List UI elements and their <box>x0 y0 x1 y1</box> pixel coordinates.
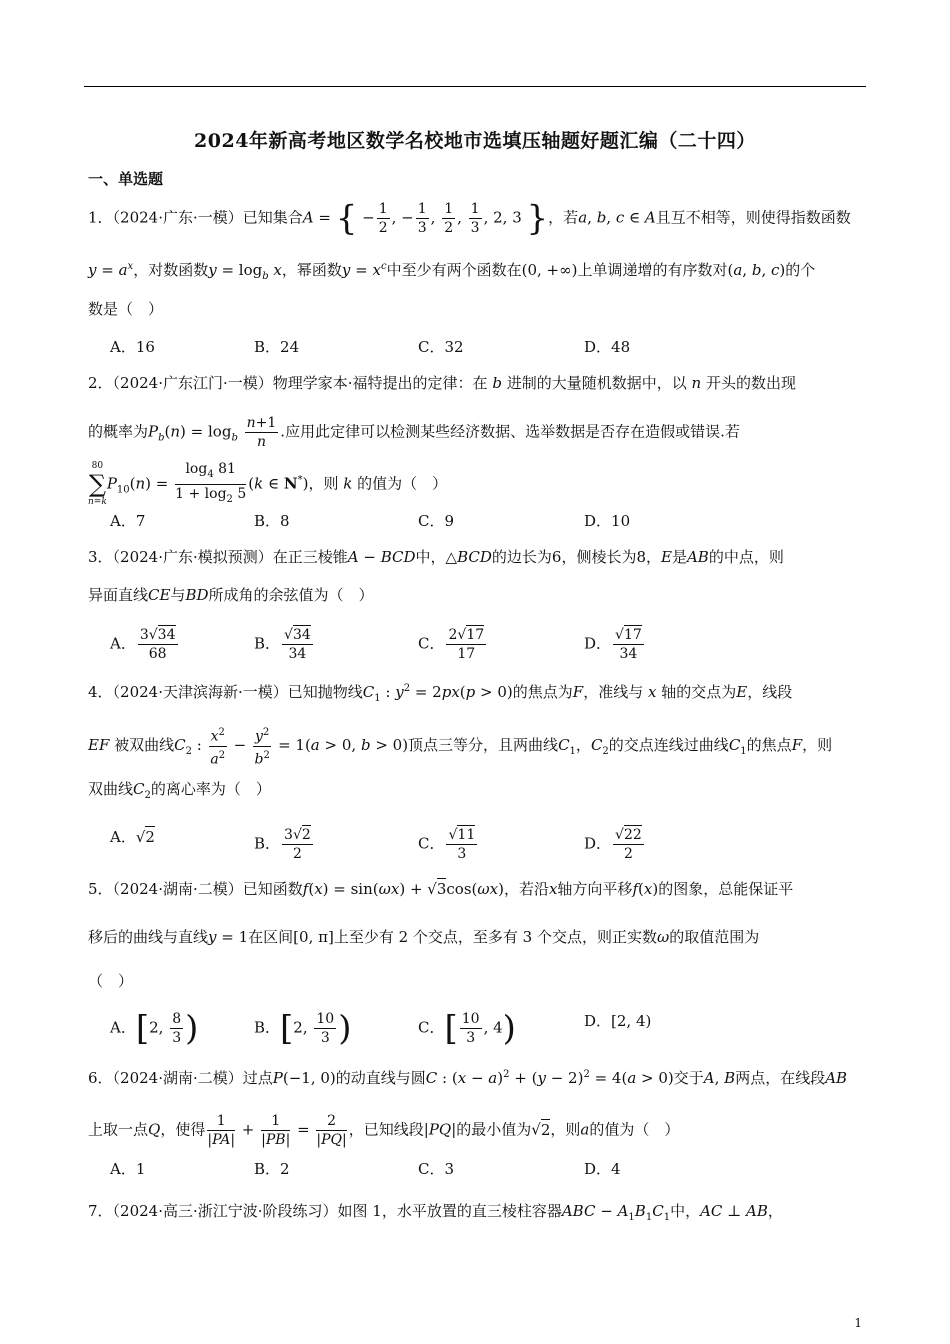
q5-option-d[interactable]: D．[2, 4) <box>584 1012 652 1030</box>
q2-option-a[interactable]: A．7 <box>110 512 146 530</box>
q4-line3: 双曲线$C_2$的离心率为（ ） <box>88 780 271 801</box>
q1-line3: 数是（ ） <box>88 300 164 318</box>
q4-option-a[interactable]: A．√2 <box>110 828 155 846</box>
q3-line2: 异面直线CE与BD所成角的余弦值为（ ） <box>88 586 374 604</box>
section-heading: 一、单选题 <box>88 170 164 188</box>
q3-line1: 3．（2024·广东·模拟预测）在正三棱锥A − BCD中，△BCD的边长为6，侧棱长为8，E是AB的中点，则 <box>88 548 784 566</box>
q1-option-a[interactable]: A．16 <box>110 338 155 356</box>
q1-option-d[interactable]: D．48 <box>584 338 631 356</box>
q3-option-a[interactable]: A． $\frac{3√34}{68}$ <box>110 627 176 662</box>
q2-line3: 80 ∑ n=k $P_{10}(n)$ = $\frac{\log_4 81}{1 + \log_2 5}$ (k ∈ N*)，则 k 的值为（ ） <box>88 461 448 508</box>
q5-line3: （ ） <box>88 972 134 990</box>
q1-line2: $y = a^x$，对数函数$y = \log_b x$，幂函数$y = x^c$中至少有两个函数在(0, +∞)上单调递增的有序数对(a, b, c)的个 <box>88 261 816 282</box>
q6-option-d[interactable]: D．4 <box>584 1160 621 1178</box>
q4-line1: 4．（2024·天津滨海新·一模）已知抛物线$C_1$ : $y^2 = 2px(p > 0)$的焦点为F，准线与 x 轴的交点为E，线段 <box>88 683 793 704</box>
q4-option-d[interactable]: D． $\frac{√22}{2}$ <box>584 827 642 862</box>
q1-option-c[interactable]: C．32 <box>418 338 464 356</box>
q2-line2: 的概率为$P_b(n) = \log_b$ $\frac{n+1}{n}$ .应用此定律可以检测某些经济数据、选举数据是否存在造假或错误.若 <box>88 415 740 450</box>
q1-option-b[interactable]: B．24 <box>254 338 300 356</box>
q6-line2: 上取一点Q，使得 $\frac{1}{|PA|}$ + $\frac{1}{|PB|}$ = $\frac{2}{|PQ|}$ ，已知线段|PQ|的最小值为√2，则a的值为（ ） <box>88 1113 680 1148</box>
page-number: 1 <box>854 1316 862 1330</box>
top-rule <box>84 86 866 87</box>
q6-line1: 6．（2024·湖南·二模）过点P(−1, 0)的动直线与圆C : $(x - a)^2 + (y - 2)^2 = 4(a > 0)$交于A, B两点，在线段AB <box>88 1069 848 1087</box>
q6-option-c[interactable]: C．3 <box>418 1160 455 1178</box>
q5-option-a[interactable]: A．[2, $\frac{8}{3}$ ) <box>110 1008 199 1049</box>
q3-option-c[interactable]: C． $\frac{2√17}{17}$ <box>418 627 485 662</box>
q5-option-b[interactable]: B．[2, $\frac{10}{3}$ ) <box>254 1008 352 1049</box>
q1-line1: 1．（2024·广东·一模）已知集合A = { − $\frac{1}{2}$ , − $\frac{1}{3}$ , $\frac{1}{2}$ , $\frac{1}{3}$ , 2, 3 }，若a, b, c ∈ A且互不相等，则使得指数函数 <box>88 198 851 239</box>
q7-line1: 7．（2024·高三·浙江宁波·阶段练习）如图 1，水平放置的直三棱柱容器ABC − $A_1B_1C_1$中，AC ⊥ AB， <box>88 1202 783 1223</box>
q5-line2: 移后的曲线与直线y = 1在区间[0, π]上至少有 2 个交点，至多有 3 个交点，则正实数ω的取值范围为 <box>88 928 760 946</box>
q2-option-c[interactable]: C．9 <box>418 512 455 530</box>
q5-line1: 5．（2024·湖南·二模）已知函数f(x) = sin(ωx) + √3cos(ωx)，若沿x轴方向平移f(x)的图象，总能保证平 <box>88 880 794 898</box>
q2-line1: 2．（2024·广东江门·一模）物理学家本·福特提出的定律：在 b 进制的大量随机数据中，以 n 开头的数出现 <box>88 374 796 392</box>
q3-option-d[interactable]: D． $\frac{√17}{34}$ <box>584 627 642 662</box>
q2-option-d[interactable]: D．10 <box>584 512 631 530</box>
q2-option-b[interactable]: B．8 <box>254 512 290 530</box>
q5-option-c[interactable]: C．[ $\frac{10}{3}$ , 4) <box>418 1008 516 1049</box>
q4-option-b[interactable]: B． $\frac{3√2}{2}$ <box>254 827 311 862</box>
page-title: 2024年新高考地区数学名校地市选填压轴题好题汇编（二十四） <box>194 130 756 152</box>
q4-line2: EF 被双曲线$C_2$ : $\frac{x^2}{a^2}$ − $\frac{y^2}{b^2}$ = 1(a > 0, b > 0)顶点三等分，且两曲线$C_1$，$C_2$的交点连线过曲线$C_1$的焦点F，则 <box>88 724 866 768</box>
q6-option-b[interactable]: B．2 <box>254 1160 290 1178</box>
q4-option-c[interactable]: C． $\frac{√11}{3}$ <box>418 827 476 862</box>
q3-option-b[interactable]: B． $\frac{√34}{34}$ <box>254 627 311 662</box>
q6-option-a[interactable]: A．1 <box>110 1160 146 1178</box>
